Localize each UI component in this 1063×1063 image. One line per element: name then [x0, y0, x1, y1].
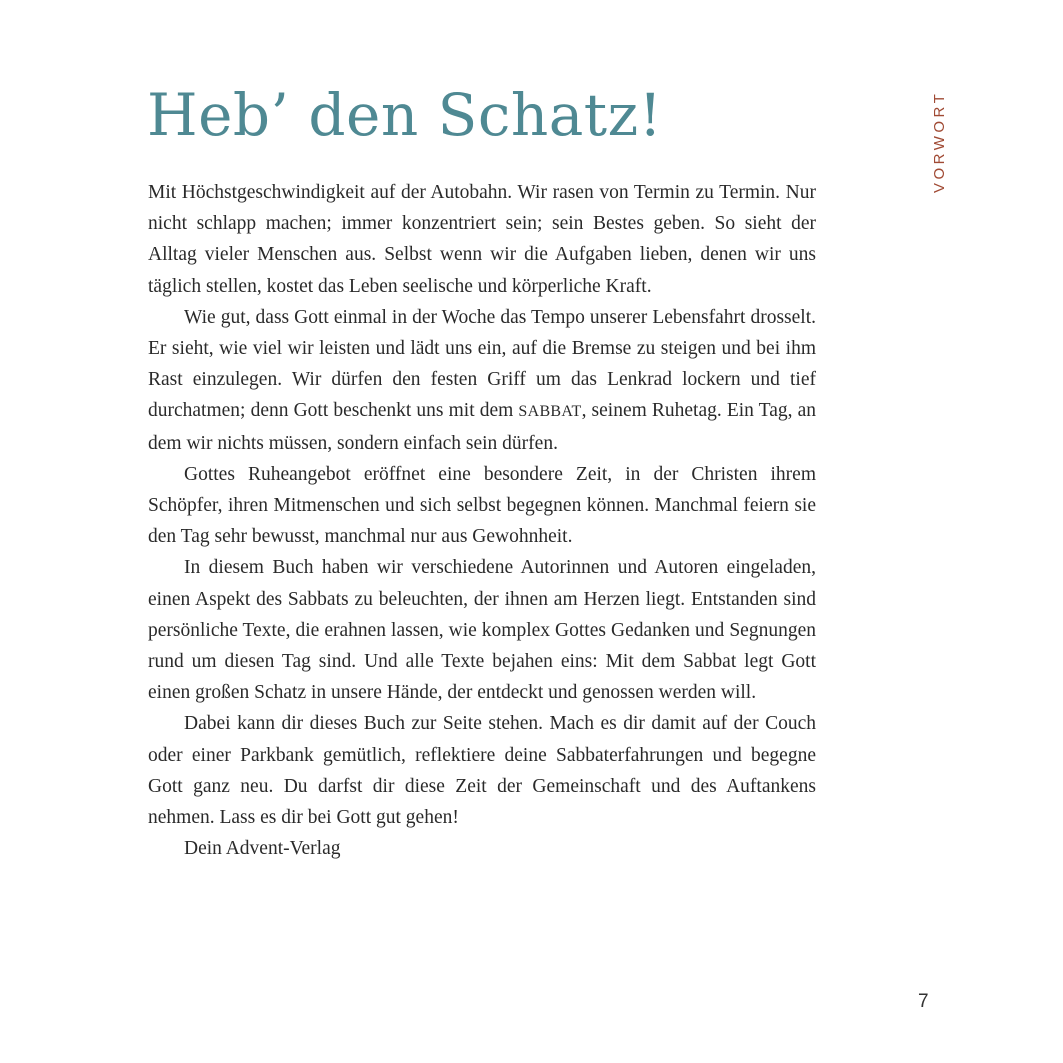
paragraph-3: Gottes Ruheangebot eröffnet eine besondere Zeit, in der Christen ihrem Schöpfer, ihren Mitmenschen und sich selbst begegnen können. Manchmal feiern sie den Tag sehr bewusst, manchmal nur aus Gewohnheit.	[148, 463, 816, 548]
paragraph-2-text-after: , seinem Ruhetag. Ein Tag, an dem wir nichts müssen, sondern einfach sein dürfen.	[148, 400, 817, 454]
page-number: 7	[918, 991, 929, 1012]
section-label: VORWORT	[931, 90, 948, 193]
signature: Dein Advent-Verlag	[184, 838, 341, 860]
paragraph-2	[148, 302, 816, 459]
paragraph-2-text-before: Wie gut, dass Gott einmal in der Woche das Tempo unserer Lebensfahrt drosselt. Er sieht, wie viel wir leisten und lädt uns ein, auf die Bremse zu steigen und bei ihm Rast einzulegen. Wir dürfen den festen Griff um das Lenkrad lockern und tief durchatmen; denn Gott beschenkt uns mit dem	[148, 306, 816, 422]
paragraph-4: In diesem Buch haben wir verschiedene Autorinnen und Autoren eingeladen, einen Aspekt des Sabbats zu beleuchten, der ihnen am Herzen liegt. Entstanden sind persönliche Texte, die erahnen lassen, wie komplex Gottes Gedanken und Segnungen rund um diesen Tag sind. Und alle Texte bejahen eins: Mit dem Sabbat legt Gott einen großen Schatz in unsere Hände, der entdeckt und genossen werden will.	[148, 557, 816, 704]
foreword-body	[148, 177, 816, 864]
paragraph-5: Dabei kann dir dieses Buch zur Seite stehen. Mach es dir damit auf der Couch oder einer Parkbank gemütlich, reflektiere deine Sabbaterfahrungen und begegne Gott ganz neu. Du darfst dir diese Zeit der Gemeinschaft und des Auftankens nehmen. Lass es dir bei Gott gut gehen!	[148, 713, 816, 829]
chapter-title: Heb’ den Schatz!	[147, 81, 663, 149]
sabbat-emphasis: SABBAT	[518, 403, 582, 421]
paragraph-1: Mit Höchstgeschwindigkeit auf der Autobahn. Wir rasen von Termin zu Termin. Nur nicht schlapp machen; immer konzentriert sein; sein Bestes geben. So sieht der Alltag vieler Menschen aus. Selbst wenn wir die Aufgaben lieben, denen wir uns täglich stellen, kostet das Leben seelische und körperliche Kraft.	[148, 182, 816, 297]
